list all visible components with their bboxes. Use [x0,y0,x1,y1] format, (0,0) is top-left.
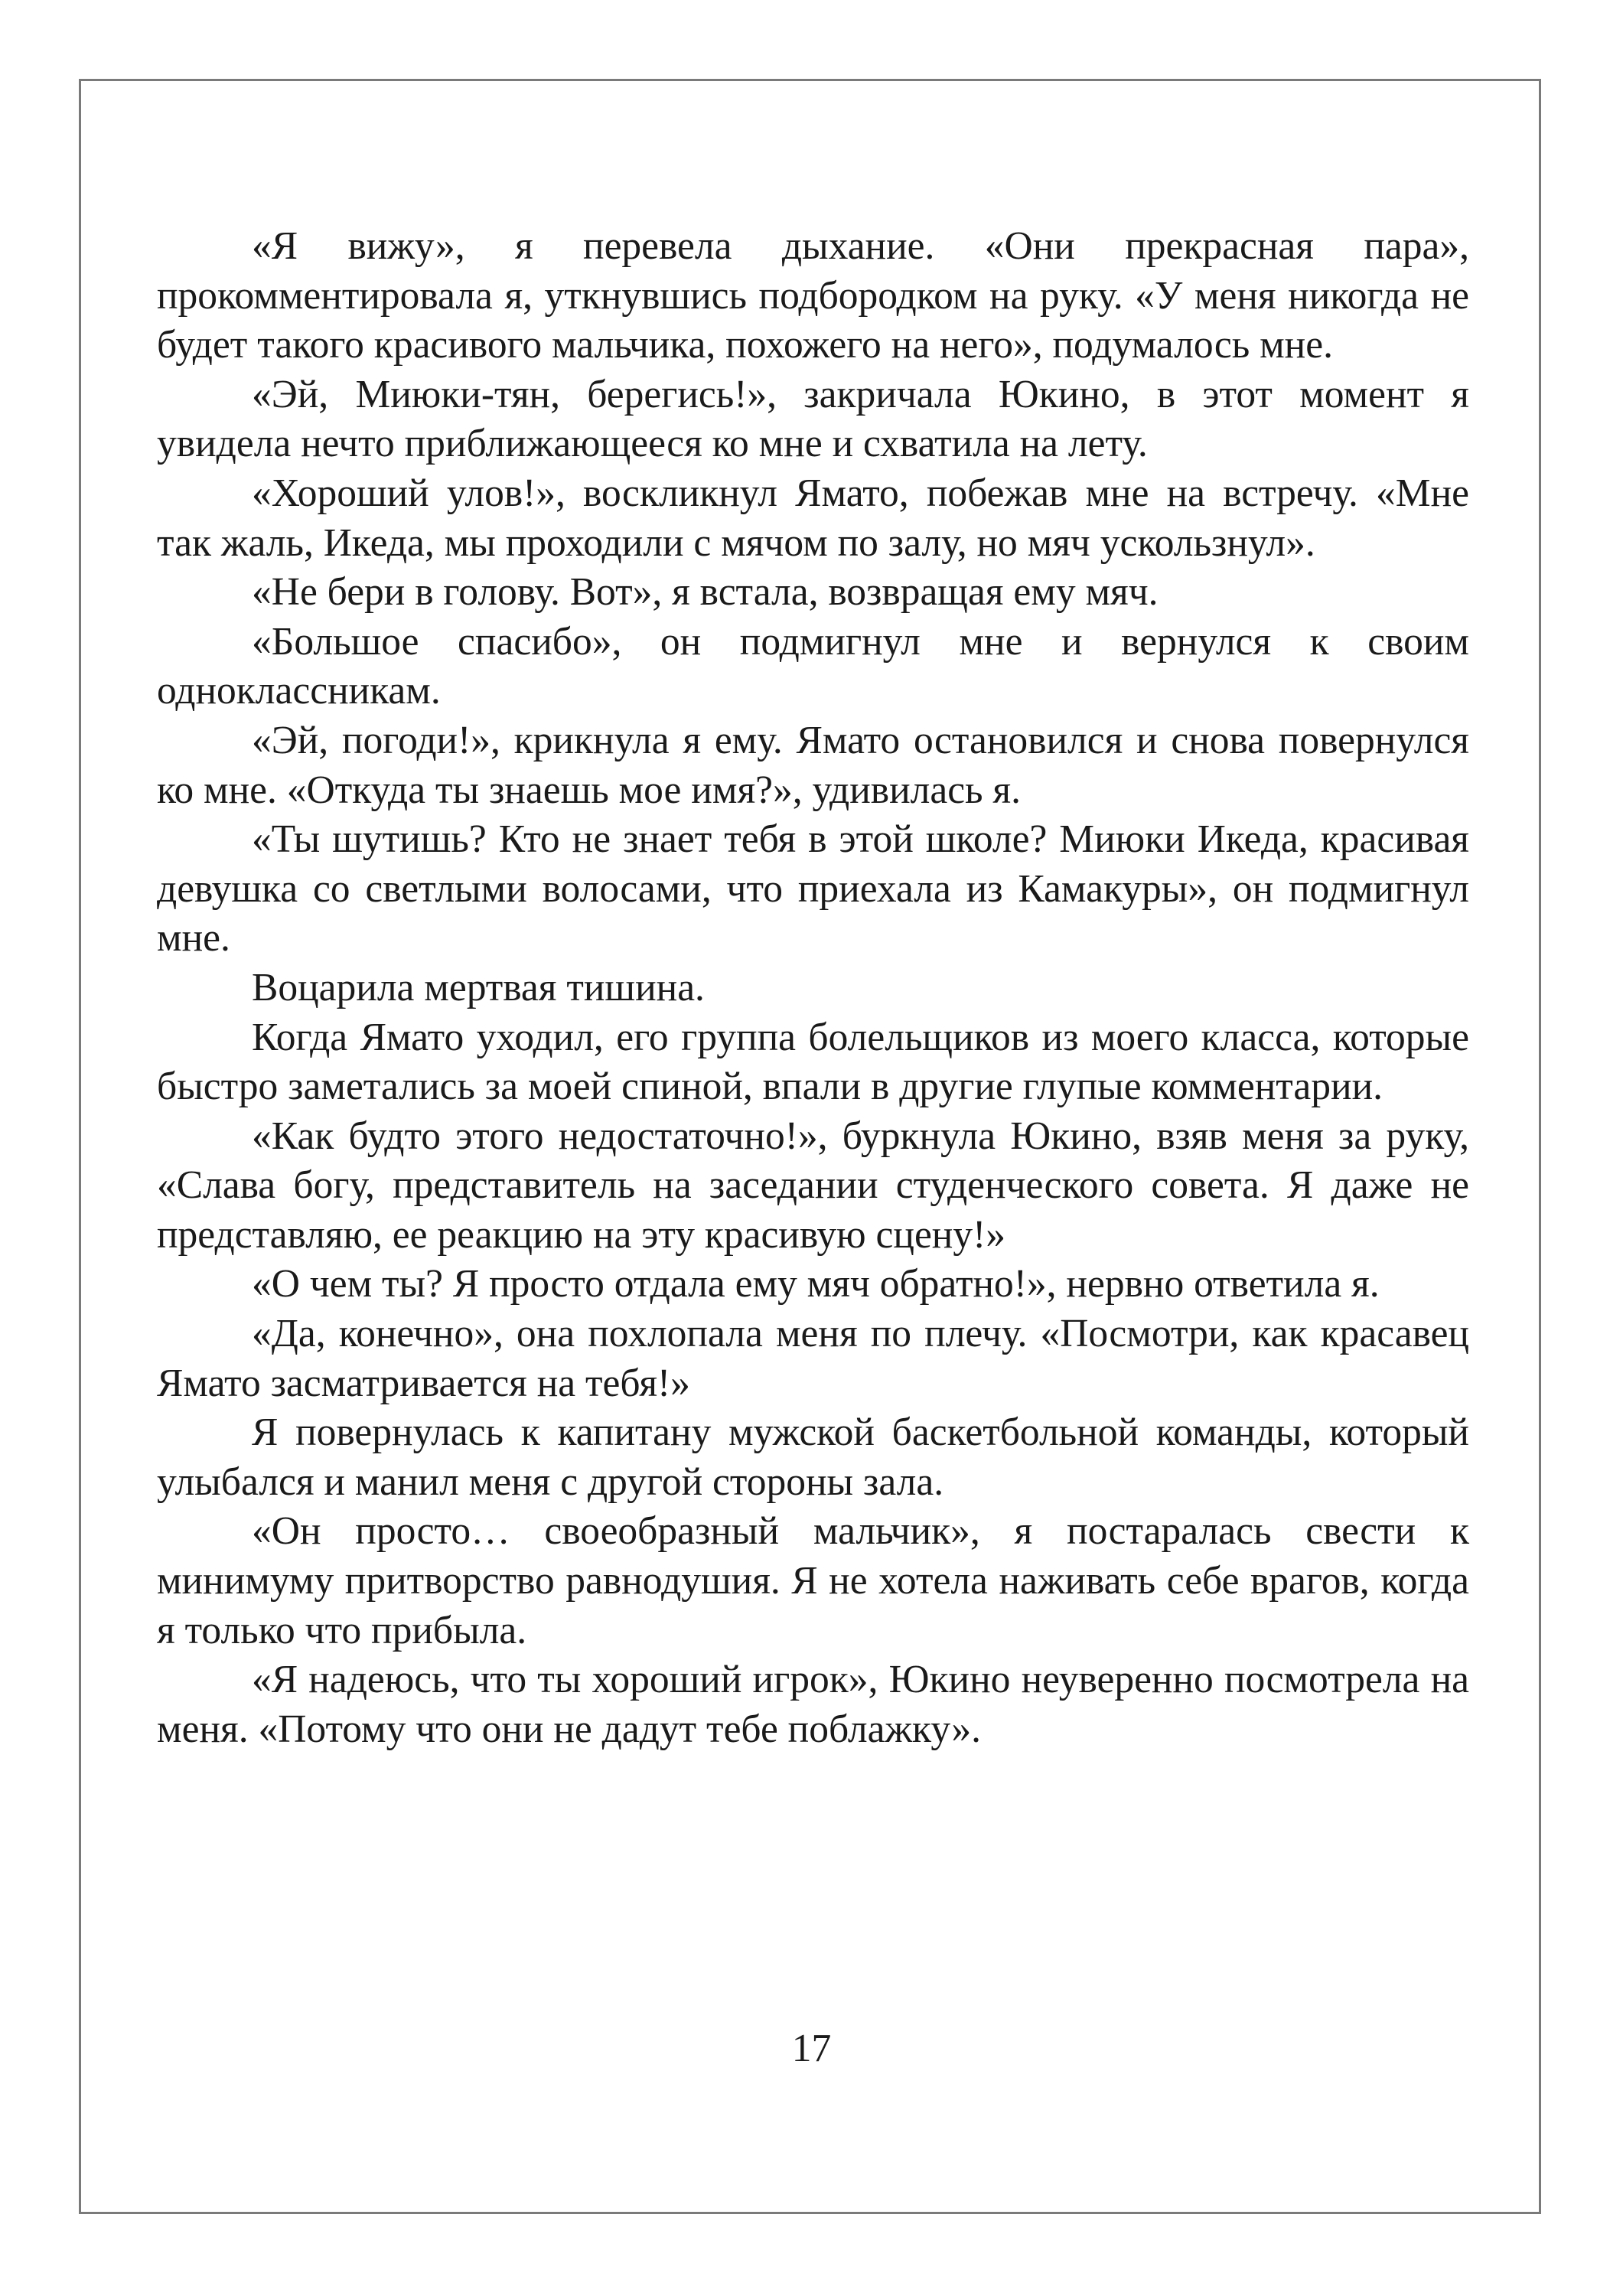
paragraph-2: «Эй, Миюки-тян, берегись!», закричала Юкино, в этот момент я увидела нечто приближающееся ко мне и схватила на лету. [157,372,1469,466]
paragraph-15: «Я надеюсь, что ты хороший игрок», Юкино неуверенно посмотрела на меня. «Потому что они не дадут тебе поблажку». [157,1658,1469,1751]
paragraph-13: Я повернулась к капитану мужской баскетбольной команды, который улыбался и манил меня с другой стороны зала. [157,1411,1469,1504]
paragraph-5: «Большое спасибо», он подмигнул мне и вернулся к своим одноклассникам. [157,619,1469,713]
paragraph-10: «Как будто этого недостаточно!», буркнула Юкино, взяв меня за руку, «Слава богу, представитель на заседании студенческого совета. Я даже не представляю, ее реакцию на эту красивую сцену!» [157,1114,1469,1257]
paragraph-7: «Ты шутишь? Кто не знает тебя в этой школе? Миюки Икеда, красивая девушка со светлыми волосами, что приехала из Камакуры», он подмигнул мне. [157,817,1469,960]
paragraph-1: «Я вижу», я перевела дыхание. «Они прекрасная пара», прокомментировала я, уткнувшись подбородком на руку. «У меня никогда не будет такого красивого мальчика, похожего на него», подумалось мне. [157,224,1469,367]
paragraph-8: Воцарила мертвая тишина. [252,965,705,1009]
paragraph-4: «Не бери в голову. Вот», я встала, возвращая ему мяч. [252,570,1159,615]
page-number: 17 [791,2027,832,2070]
paragraph-12: «Да, конечно», она похлопала меня по плечу. «Посмотри, как красавец Ямато засматривается на тебя!» [157,1312,1469,1405]
paragraph-3: «Хороший улов!», воскликнул Ямато, побежав мне на встречу. «Мне так жаль, Икеда, мы проходили с мячом по залу, но мяч ускользнул». [157,471,1469,565]
body-text [157,222,1469,1754]
paragraph-14: «Он просто… своеобразный мальчик», я постаралась свести к минимуму притворство равнодушия. Я не хотела наживать себе врагов, когда я только что прибыла. [157,1509,1469,1652]
paragraph-9: Когда Ямато уходил, его группа болельщиков из моего класса, которые быстро заметались за моей спиной, впали в другие глупые комментарии. [157,1015,1469,1109]
paragraph-11: «О чем ты? Я просто отдала ему мяч обратно!», нервно ответила я. [252,1262,1380,1306]
paragraph-6: «Эй, погоди!», крикнула я ему. Ямато остановился и снова повернулся ко мне. «Откуда ты знаешь мое имя?», удивилась я. [157,718,1469,812]
